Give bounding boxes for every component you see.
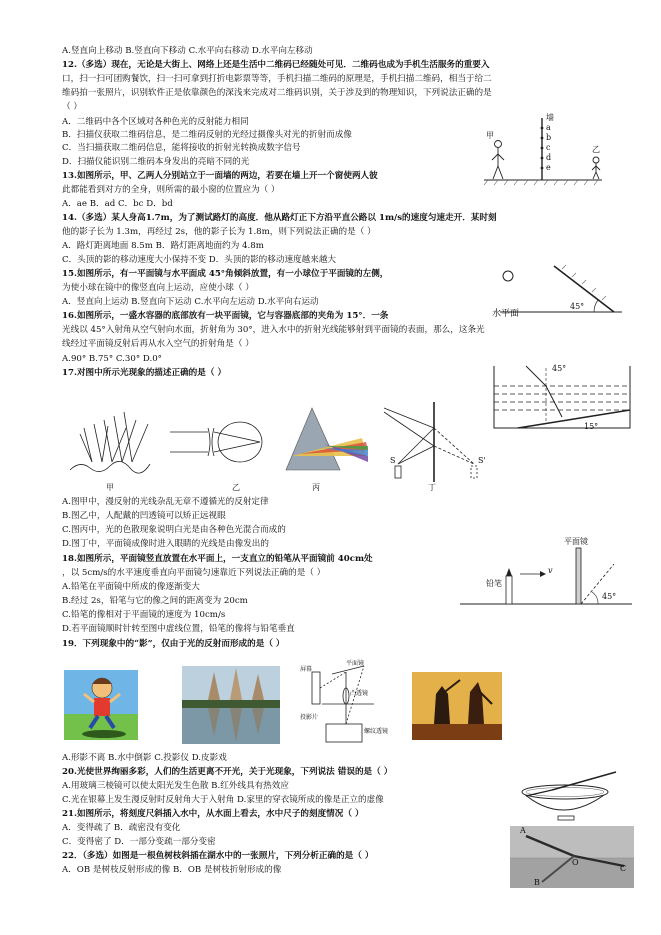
text-line: 维码拍一张照片，识别软件正是依靠颜色的深浅来完成对二维码识别，关于涉及到的物理知识，下列说法正确的是 [62,88,492,98]
prism-dispersion-diagram [286,408,368,470]
text-line: A.竖直向上移动 B.竖直向下移动 C.水平向右移动 D.水平向左移动 [62,46,313,56]
mark-e: e [546,163,551,172]
text-line: ，以 5cm/s的水平速度垂直向平面镜匀速靠近下列说法正确的是（ ） [62,568,326,578]
mark-b: b [546,133,552,142]
text-line: D.若平面镜顺时针转至图中虚线位置，铅笔的像将与铅笔垂直 [62,624,295,634]
stick-water-photo [510,826,634,888]
text-line: 为使小球在镜中的像竖直向上运动，应使小球（ ） [62,283,254,293]
text-line: B.图乙中，人配戴的凹透镜可以矫正远视眼 [62,511,226,521]
text-line: C.光在银幕上发生漫反射时反射角大于入射角 D.家里的穿衣镜所成的像是正立的虚像 [62,795,384,805]
text-line: C.铅笔的像相对于平面镜的速度为 10cm/s [62,610,226,620]
text-line: A.铅笔在平面镜中所成的像逐渐变大 [62,582,200,592]
q19-images [64,660,504,748]
label-mirror-18: 平面镜 [564,537,588,546]
text-line: 13.如图所示，甲、乙两人分别站立于一面墙的两边，若要在墙上开一个窗使两人彼 [62,171,378,181]
text-line: C．变得密了 D．一部分变疏一部分变密 [62,837,216,847]
text-line: 此都能看到对方的全身，则所需的最小窗的位置应为（ ） [62,185,280,195]
label-s-prime: S' [478,456,486,465]
label-m2: 屏幕 [300,666,313,673]
text-line: 20.光使世界绚丽多彩，人们的生活更离不开光，关于光现象，下列说法 错误的是（ ） [62,767,393,777]
label-yi: 乙 [592,145,600,154]
label-m4: 投影片 [300,714,319,721]
text-line: D.图丁中，平面镜成像时进入眼睛的光线是由像发出的 [62,539,269,549]
text-line: C．当扫描获取二维码信息，能将接收的折射光转换成数字信号 [62,143,301,153]
text-line: A.图甲中，漫反射的光线杂乱无章不遵循光的反射定律 [62,497,269,507]
text-line: A．路灯距离地面 8.5m B．路灯距离地面约为 4.8m [62,241,264,251]
kid-shadow-image [64,670,138,740]
wall-figure [484,114,604,186]
label-jia-17: 甲 [106,483,114,492]
label-wall: 墙 [546,113,554,122]
text-line: 口，扫一扫可团购餐饮，扫一扫可拿到打折电影票等等，手机扫描二维码的原理是，手机扫描二维码，相当于给二 [62,74,492,84]
text-line: A．竖直向上运动 B.竖直向下运动 C.水平向左运动 D.水平向右运动 [62,297,319,307]
text-line: C.图丙中，光的色散现象说明白光是由各种色光混合而成的 [62,525,286,535]
text-line: A．OB 是树枝反射形成的像 B．OB 是树枝折射形成的像 [62,865,282,875]
label-ding-17: 丁 [428,483,436,492]
label-v: v [548,566,553,575]
label-ground: 水平面 [492,309,520,319]
label-yi-17: 乙 [232,483,240,492]
shadow-play-image [412,672,502,740]
label-bing-17: 丙 [312,483,320,492]
label-o-22: O [572,858,579,867]
text-line: 17.对图中所示光现象的描述正确的是（ ） [62,368,227,378]
text-line: 15.如图所示，有一平面镜与水平面成 45°角倾斜放置，有一小球位于平面镜的左侧， [62,269,389,279]
text-line: 线经过平面镜反射后再从水入空气的折射角是（ ） [62,339,254,349]
text-line: A.90° B.75° C.30° D.0° [62,354,162,364]
text-line: 12.（多选）现在，无论是大街上、网络上还是生活中二维码已经随处可见．二维码也成为手机生活服务的重要入 [62,60,490,70]
mark-a: a [546,123,551,132]
plane-mirror-image-diagram [384,402,477,482]
label-45-18: 45° [602,592,617,601]
label-45-incidence: 45° [552,364,567,373]
diffuse-reflection-diagram [70,412,150,473]
label-a-22: A [520,826,526,835]
label-45: 45° [570,302,585,311]
text-line: 22．（多选）如图是一根鱼树枝斜插在湖水中的一张照片，下列分析正确的是（ ） [62,851,374,861]
text-line: （ ） [62,102,82,112]
label-s: S [390,456,396,465]
text-line: 19．下列现象中的“影”，仅由于光的反射而形成的是（ ） [62,639,285,649]
text-line: A.形影不离 B.水中倒影 C.投影仪 D.皮影戏 [62,753,227,763]
label-jia: 甲 [486,131,494,140]
eye-lens-diagram [170,422,262,462]
text-line: 14.（多选）某人身高1.7m，为了测试路灯的高度．他从路灯正下方沿平直公路以 1m/s的速度匀速走开．某时刻 [62,213,497,223]
water-container-figure [488,362,638,434]
text-line: 16.如图所示，一盛水容器的底部放有一块平面镜，它与容器底部的夹角为 15°．一条 [62,311,389,321]
text-line: 他的影子长为 1.3m，再经过 2s，他的影子长为 1.8m，则下列说法正确的是（ ） [62,227,376,237]
q17-figures [62,398,502,492]
label-m3: 凸透镜 [350,690,369,697]
text-line: C．头顶的影的移动速度大小保持不变 D．头顶的影的移动速度越来越大 [62,255,337,265]
label-m5: 螺纹透镜 [364,728,389,735]
mark-d: d [546,153,552,162]
text-line: D．扫描仪能识别二维码本身发出的亮暗不同的光 [62,157,250,167]
text-line: A．二维码中各个区域对各种色光的反射能力相同 [62,117,249,127]
text-line: A．ae B．ad C．bc D．bd [62,199,173,209]
text-line: B．扫描仪获取二维码信息，是二维码反射的光经过摄像头对光的折射而成像 [62,130,352,140]
text-line: 18.如图所示，平面镜竖直放置在水平面上，一支直立的铅笔从平面镜前 40cm处 [62,554,373,564]
text-line: A.用玻璃三棱镜可以使太阳光发生色散 B.红外线具有热效应 [62,781,289,791]
text-line: 21.如图所示，将刻度尺斜插入水中，从水面上看去，水中尺子的刻度情况（ ） [62,809,364,819]
label-m1: 平面镜 [346,660,365,667]
label-b-22: B [534,878,540,887]
mark-c: c [546,143,551,152]
label-c-22: C [620,864,627,873]
text-line: 光线以 45°入射角从空气射向水面，折射角为 30°，进入水中的折射光线能够射到平面镜的表面，那么，这条光 [62,325,485,335]
pagoda-reflection-image [182,666,280,744]
label-pencil: 铅笔 [486,579,502,588]
mirror-45-figure [490,262,630,322]
text-line: B.经过 2s，铅笔与它的像之间的距离变为 20cm [62,596,248,606]
pencil-mirror-figure [456,537,636,610]
label-15: 15° [584,422,599,431]
text-line: A．变得疏了 B．疏密没有变化 [62,823,181,833]
bowl-figure [512,766,622,826]
